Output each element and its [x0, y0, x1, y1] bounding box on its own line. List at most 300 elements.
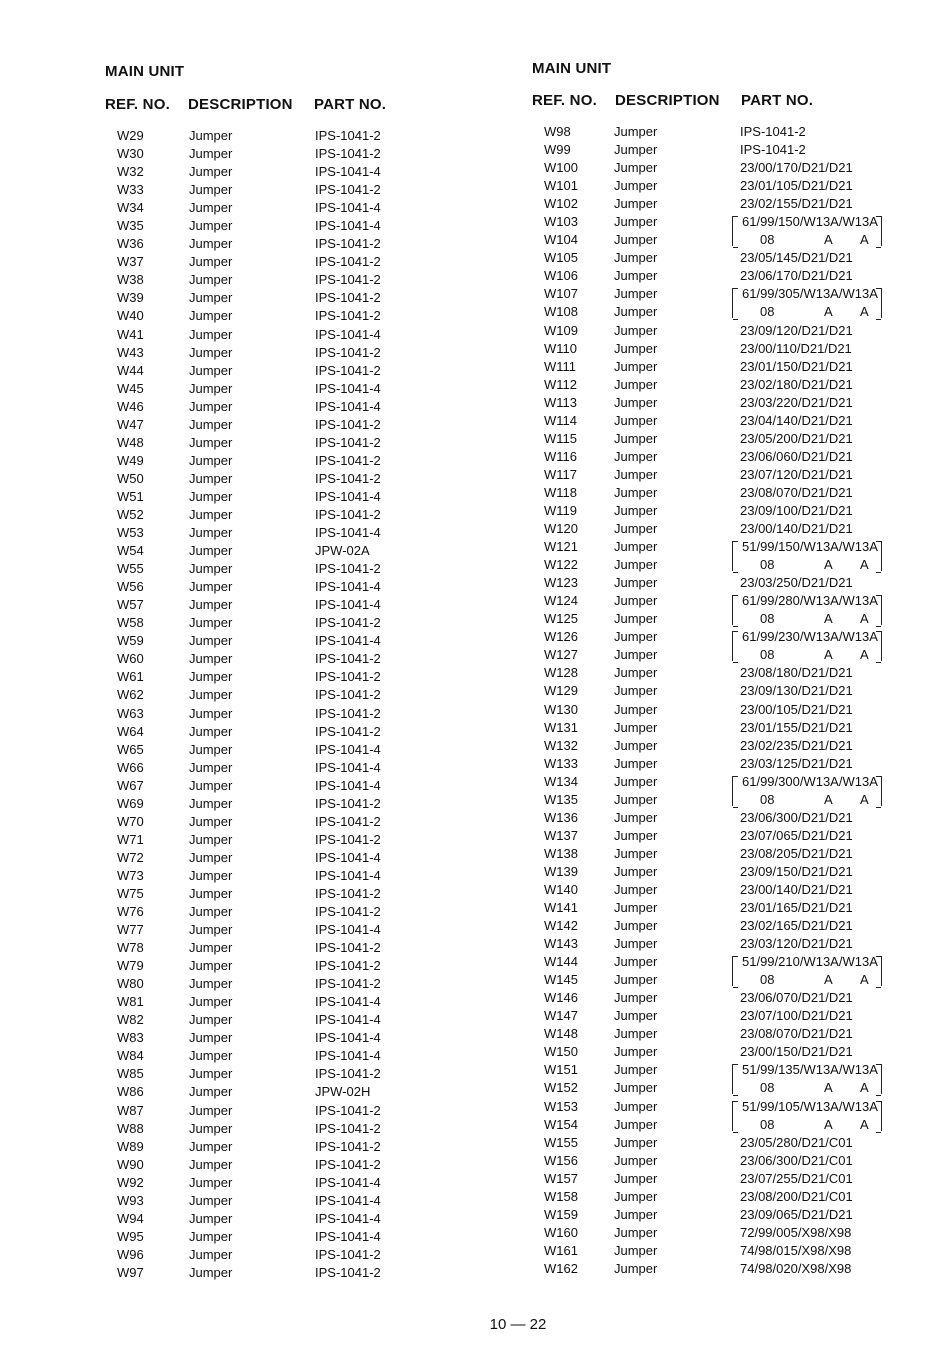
part-no: 51/99/135/W13A/W13A: [742, 1062, 878, 1078]
ref-no: W80: [117, 976, 144, 992]
table-row: [105, 921, 505, 939]
description: Jumper: [614, 430, 658, 446]
part-no: IPS-1041-2: [315, 236, 381, 252]
ref-no: W112: [544, 376, 577, 392]
description: Jumper: [189, 1012, 233, 1028]
ref-no: W161: [544, 1242, 578, 1258]
table-row: [105, 1156, 505, 1174]
part-no: IPS-1041-4: [315, 1030, 381, 1046]
bracket-letter: A: [824, 304, 833, 320]
ref-no: W87: [117, 1102, 144, 1118]
table-row: [105, 1047, 505, 1065]
description: Jumper: [614, 160, 658, 176]
description: Jumper: [614, 647, 658, 663]
part-no: IPS-1041-2: [315, 885, 381, 901]
description: Jumper: [614, 1098, 658, 1114]
table-row: [532, 989, 932, 1007]
bracket-letter: A: [824, 972, 833, 988]
ref-no: W134: [544, 773, 578, 789]
ref-no: W135: [544, 791, 578, 807]
part-no: 23/00/140/D21/D21: [740, 881, 853, 897]
description: Jumper: [189, 885, 233, 901]
ref-no: W120: [544, 521, 578, 537]
ref-no: W86: [117, 1084, 144, 1100]
bracket-letter: A: [860, 557, 869, 573]
ref-no: W75: [117, 885, 144, 901]
ref-no: W150: [544, 1044, 578, 1060]
table-row: [532, 574, 932, 592]
table-row: [105, 1264, 505, 1282]
description: Jumper: [189, 543, 233, 559]
page-number: 10 — 22: [489, 1316, 547, 1333]
table-row: [105, 885, 505, 903]
table-row: [105, 542, 505, 560]
part-no: IPS-1041-2: [315, 723, 381, 739]
description: Jumper: [614, 954, 658, 970]
ref-no: W36: [117, 236, 144, 252]
table-row: [105, 939, 505, 957]
description: Jumper: [614, 394, 658, 410]
description: Jumper: [189, 831, 233, 847]
ref-no: W146: [544, 990, 578, 1006]
description: Jumper: [614, 719, 658, 735]
description: Jumper: [614, 196, 658, 212]
ref-no: W162: [544, 1260, 578, 1276]
ref-no: W141: [544, 900, 578, 916]
description: Jumper: [189, 146, 233, 162]
table-row: [105, 1102, 505, 1120]
part-no: IPS-1041-2: [315, 561, 381, 577]
ref-no: W79: [117, 958, 144, 974]
ref-no: W55: [117, 561, 144, 577]
part-no: IPS-1041-2: [315, 705, 381, 721]
table-row: [532, 1260, 932, 1278]
table-row: [105, 614, 505, 632]
table-row: [105, 344, 505, 362]
table-row: [532, 394, 932, 412]
part-no: 08: [760, 647, 775, 663]
description: Jumper: [614, 484, 658, 500]
ref-no: W50: [117, 470, 144, 486]
part-no: IPS-1041-4: [315, 525, 381, 541]
ref-no: W44: [117, 362, 144, 378]
table-row: [105, 199, 505, 217]
table-row: [532, 1043, 932, 1061]
description: Jumper: [614, 1260, 658, 1276]
ref-no: W92: [117, 1174, 144, 1190]
description: Jumper: [189, 254, 233, 270]
part-no: IPS-1041-2: [315, 290, 381, 306]
part-no: 23/00/105/D21/D21: [740, 701, 853, 717]
description: Jumper: [614, 918, 658, 934]
ref-no: W98: [544, 124, 571, 139]
part-no-continuation: [760, 610, 869, 628]
part-no: 23/02/165/D21/D21: [740, 918, 853, 934]
ref-no: W153: [544, 1098, 578, 1114]
description: Jumper: [614, 521, 658, 537]
part-no: 23/03/120/D21/D21: [740, 936, 853, 952]
ref-no: W69: [117, 795, 144, 811]
ref-no-header: REF. NO.: [105, 96, 170, 113]
part-no: 23/05/280/D21/C01: [740, 1134, 853, 1150]
part-no: IPS-1041-2: [315, 128, 381, 143]
bracket-letter: A: [860, 304, 869, 320]
description: Jumper: [614, 286, 658, 302]
description: Jumper: [189, 579, 233, 595]
description: Jumper: [614, 466, 658, 482]
ref-no: W119: [544, 502, 577, 518]
table-row: [532, 1079, 932, 1097]
description: Jumper: [189, 1192, 233, 1208]
bracket-letter: A: [860, 232, 869, 248]
ref-no: W100: [544, 160, 578, 176]
description: Jumper: [614, 412, 658, 428]
description: Jumper: [614, 322, 658, 338]
ref-no: W152: [544, 1080, 578, 1096]
description: Jumper: [614, 827, 658, 843]
part-no: 23/07/255/D21/C01: [740, 1170, 853, 1186]
part-no: 23/08/070/D21/D21: [740, 484, 853, 500]
table-row: [105, 1138, 505, 1156]
ref-no: W40: [117, 308, 144, 324]
description: Jumper: [614, 773, 658, 789]
part-no-continuation: [760, 556, 869, 574]
description: Jumper: [614, 1080, 658, 1096]
description: Jumper: [614, 665, 658, 681]
description: Jumper: [189, 200, 233, 216]
table-row: [105, 560, 505, 578]
table-row: [105, 903, 505, 921]
part-no: 23/05/200/D21/D21: [740, 430, 853, 446]
part-no: 23/06/170/D21/D21: [740, 268, 853, 284]
description: Jumper: [614, 990, 658, 1006]
table-row: [105, 975, 505, 993]
part-no: 23/09/130/D21/D21: [740, 683, 853, 699]
part-no: 23/07/100/D21/D21: [740, 1008, 853, 1024]
description: Jumper: [189, 561, 233, 577]
part-no: 08: [760, 304, 775, 320]
ref-no: W103: [544, 214, 578, 230]
part-no: 23/00/170/D21/D21: [740, 160, 853, 176]
ref-no: W147: [544, 1008, 578, 1024]
ref-no: W118: [544, 484, 577, 500]
part-no: 74/98/020/X98/X98: [740, 1260, 852, 1276]
part-no: 23/05/145/D21/D21: [740, 250, 853, 266]
table-row: [532, 538, 932, 556]
part-no: IPS-1041-2: [315, 1066, 381, 1082]
ref-no: W126: [544, 629, 578, 645]
ref-no: W30: [117, 146, 144, 162]
part-no: IPS-1041-4: [315, 398, 381, 414]
description: Jumper: [614, 936, 658, 952]
ref-no: W131: [544, 719, 578, 735]
table-row: [532, 646, 932, 664]
ref-no: W71: [117, 831, 144, 847]
table-row: [105, 127, 505, 145]
description: Jumper: [614, 863, 658, 879]
part-no: 51/99/150/W13A/W13A: [742, 539, 878, 555]
ref-no: W96: [117, 1246, 144, 1262]
description: Jumper: [614, 845, 658, 861]
ref-no: W125: [544, 611, 578, 627]
part-no: JPW-02A: [315, 543, 370, 559]
table-row: [532, 303, 932, 321]
description: Jumper: [189, 362, 233, 378]
table-row: [105, 1246, 505, 1264]
part-no: IPS-1041-2: [315, 1156, 381, 1172]
ref-no: W77: [117, 922, 144, 938]
ref-no: W88: [117, 1120, 144, 1136]
description: Jumper: [614, 900, 658, 916]
ref-no: W129: [544, 683, 578, 699]
part-no: 23/06/070/D21/D21: [740, 990, 853, 1006]
description-header: DESCRIPTION: [188, 96, 293, 113]
part-no: IPS-1041-2: [315, 687, 381, 703]
ref-no: W60: [117, 651, 144, 667]
part-no: 08: [760, 972, 775, 988]
ref-no: W67: [117, 777, 144, 793]
part-no: IPS-1041-4: [315, 200, 381, 216]
ref-no: W113: [544, 394, 577, 410]
ref-no: W110: [544, 340, 577, 356]
ref-no: W62: [117, 687, 144, 703]
ref-no: W138: [544, 845, 578, 861]
table-row: [532, 737, 932, 755]
part-no: 61/99/305/W13A/W13A: [742, 286, 878, 302]
table-row: [105, 723, 505, 741]
ref-no: W90: [117, 1156, 144, 1172]
description: Jumper: [614, 575, 658, 591]
table-row: [532, 1098, 932, 1116]
table-row: [532, 773, 932, 791]
table-row: [532, 755, 932, 773]
description: Jumper: [614, 376, 658, 392]
table-row: [105, 849, 505, 867]
description: Jumper: [189, 380, 233, 396]
table-row: [105, 1120, 505, 1138]
ref-no: W109: [544, 322, 578, 338]
table-row: [105, 326, 505, 344]
part-no: IPS-1041-2: [315, 958, 381, 974]
description: Jumper: [189, 416, 233, 432]
part-no: IPS-1041-4: [315, 1192, 381, 1208]
part-no: 61/99/300/W13A/W13A: [742, 773, 878, 789]
description: Jumper: [614, 268, 658, 284]
part-no-continuation: [760, 646, 869, 664]
ref-no: W136: [544, 809, 578, 825]
description: Jumper: [189, 1246, 233, 1262]
part-no: IPS-1041-2: [315, 1264, 381, 1280]
part-no: 51/99/210/W13A/W13A: [742, 954, 878, 970]
ref-no: W56: [117, 579, 144, 595]
bracket-letter: A: [824, 647, 833, 663]
description: Jumper: [614, 593, 658, 609]
ref-no: W66: [117, 759, 144, 775]
part-no: IPS-1041-2: [315, 344, 381, 360]
description: Jumper: [614, 1152, 658, 1168]
description: Jumper: [189, 164, 233, 180]
ref-no: W115: [544, 430, 577, 446]
part-no: 08: [760, 791, 775, 807]
description: Jumper: [614, 629, 658, 645]
table-row: [532, 322, 932, 340]
table-row: [532, 1170, 932, 1188]
part-no: IPS-1041-2: [315, 362, 381, 378]
table-row: [532, 556, 932, 574]
part-no: IPS-1041-2: [315, 651, 381, 667]
ref-no: W133: [544, 755, 578, 771]
table-row: [532, 592, 932, 610]
section-title: MAIN UNIT: [532, 60, 612, 77]
part-no-continuation: [760, 1079, 869, 1097]
ref-no: W38: [117, 272, 144, 288]
ref-no: W144: [544, 954, 578, 970]
table-row: [105, 813, 505, 831]
table-row: [105, 1011, 505, 1029]
part-no: IPS-1041-4: [315, 867, 381, 883]
ref-no: W160: [544, 1224, 578, 1240]
ref-no: W95: [117, 1228, 144, 1244]
description: Jumper: [614, 1008, 658, 1024]
part-no: 72/99/005/X98/X98: [740, 1224, 852, 1240]
part-no: IPS-1041-4: [315, 633, 381, 649]
part-no: 23/02/235/D21/D21: [740, 737, 853, 753]
part-no-header: PART NO.: [741, 92, 814, 109]
part-no: IPS-1041-4: [315, 597, 381, 613]
bracket-letter: A: [860, 972, 869, 988]
ref-no: W47: [117, 416, 144, 432]
description: Jumper: [189, 452, 233, 468]
description: Jumper: [189, 470, 233, 486]
ref-no: W70: [117, 813, 144, 829]
ref-no: W132: [544, 737, 578, 753]
table-row: [105, 145, 505, 163]
part-no-continuation: [760, 791, 869, 809]
ref-no: W63: [117, 705, 144, 721]
table-row: [532, 1061, 932, 1079]
parts-list: [532, 123, 932, 1278]
table-row: [532, 791, 932, 809]
ref-no: W121: [544, 539, 578, 555]
ref-no: W106: [544, 268, 578, 284]
description: Jumper: [189, 1210, 233, 1226]
ref-no: W46: [117, 398, 144, 414]
part-no: IPS-1041-2: [315, 452, 381, 468]
part-no: IPS-1041-4: [315, 849, 381, 865]
ref-no: W111: [544, 358, 577, 374]
ref-no: W128: [544, 665, 578, 681]
description: Jumper: [614, 304, 658, 320]
description: Jumper: [189, 272, 233, 288]
part-no: 23/09/120/D21/D21: [740, 322, 853, 338]
ref-no: W151: [544, 1062, 578, 1078]
part-no: 08: [760, 1080, 775, 1096]
description: Jumper: [189, 506, 233, 522]
ref-no: W130: [544, 701, 578, 717]
description: Jumper: [614, 1044, 658, 1060]
description: Jumper: [614, 683, 658, 699]
table-row: [105, 1029, 505, 1047]
ref-no: W157: [544, 1170, 578, 1186]
part-no: IPS-1041-4: [315, 1048, 381, 1064]
part-no: 23/02/155/D21/D21: [740, 196, 853, 212]
ref-no: W59: [117, 633, 144, 649]
table-row: [532, 285, 932, 303]
description: Jumper: [614, 1062, 658, 1078]
table-row: [532, 827, 932, 845]
table-row: [532, 358, 932, 376]
description: Jumper: [189, 759, 233, 775]
description: Jumper: [189, 434, 233, 450]
table-row: [105, 668, 505, 686]
table-row: [532, 610, 932, 628]
table-row: [105, 705, 505, 723]
table-row: [532, 701, 932, 719]
table-row: [532, 1224, 932, 1242]
description: Jumper: [614, 755, 658, 771]
ref-no: W57: [117, 597, 144, 613]
part-no: 23/08/070/D21/D21: [740, 1026, 853, 1042]
part-no: IPS-1041-4: [315, 164, 381, 180]
table-row: [532, 159, 932, 177]
table-row: [105, 452, 505, 470]
description: Jumper: [614, 611, 658, 627]
ref-no: W32: [117, 164, 144, 180]
table-row: [105, 163, 505, 181]
description: Jumper: [189, 525, 233, 541]
ref-no: W159: [544, 1206, 578, 1222]
table-row: [532, 1188, 932, 1206]
part-no: IPS-1041-4: [315, 994, 381, 1010]
ref-no: W97: [117, 1264, 144, 1280]
part-no: 23/01/105/D21/D21: [740, 178, 853, 194]
part-no: 08: [760, 557, 775, 573]
table-row: [105, 831, 505, 849]
ref-no: W64: [117, 723, 144, 739]
ref-no: W41: [117, 326, 144, 342]
description: Jumper: [189, 182, 233, 198]
bracket-letter: A: [824, 1080, 833, 1096]
ref-no: W99: [544, 142, 571, 158]
description: Jumper: [189, 633, 233, 649]
parts-list: [105, 127, 505, 1282]
ref-no: W94: [117, 1210, 144, 1226]
description: Jumper: [189, 236, 233, 252]
ref-no: W137: [544, 827, 578, 843]
bracket-letter: A: [860, 1116, 869, 1132]
part-no: IPS-1041-2: [315, 434, 381, 450]
description: Jumper: [189, 488, 233, 504]
description: Jumper: [189, 994, 233, 1010]
ref-no: W139: [544, 863, 578, 879]
table-row: [105, 235, 505, 253]
description: Jumper: [189, 687, 233, 703]
part-no: IPS-1041-2: [740, 142, 806, 158]
table-row: [532, 412, 932, 430]
part-no: 23/01/150/D21/D21: [740, 358, 853, 374]
table-row: [105, 524, 505, 542]
description: Jumper: [614, 737, 658, 753]
table-row: [532, 231, 932, 249]
ref-no: W148: [544, 1026, 578, 1042]
part-no: 23/03/250/D21/D21: [740, 575, 853, 591]
table-row: [105, 686, 505, 704]
part-no: 23/03/125/D21/D21: [740, 755, 853, 771]
part-no: 23/02/180/D21/D21: [740, 376, 853, 392]
part-no: IPS-1041-4: [315, 380, 381, 396]
description: Jumper: [614, 881, 658, 897]
ref-no: W93: [117, 1192, 144, 1208]
